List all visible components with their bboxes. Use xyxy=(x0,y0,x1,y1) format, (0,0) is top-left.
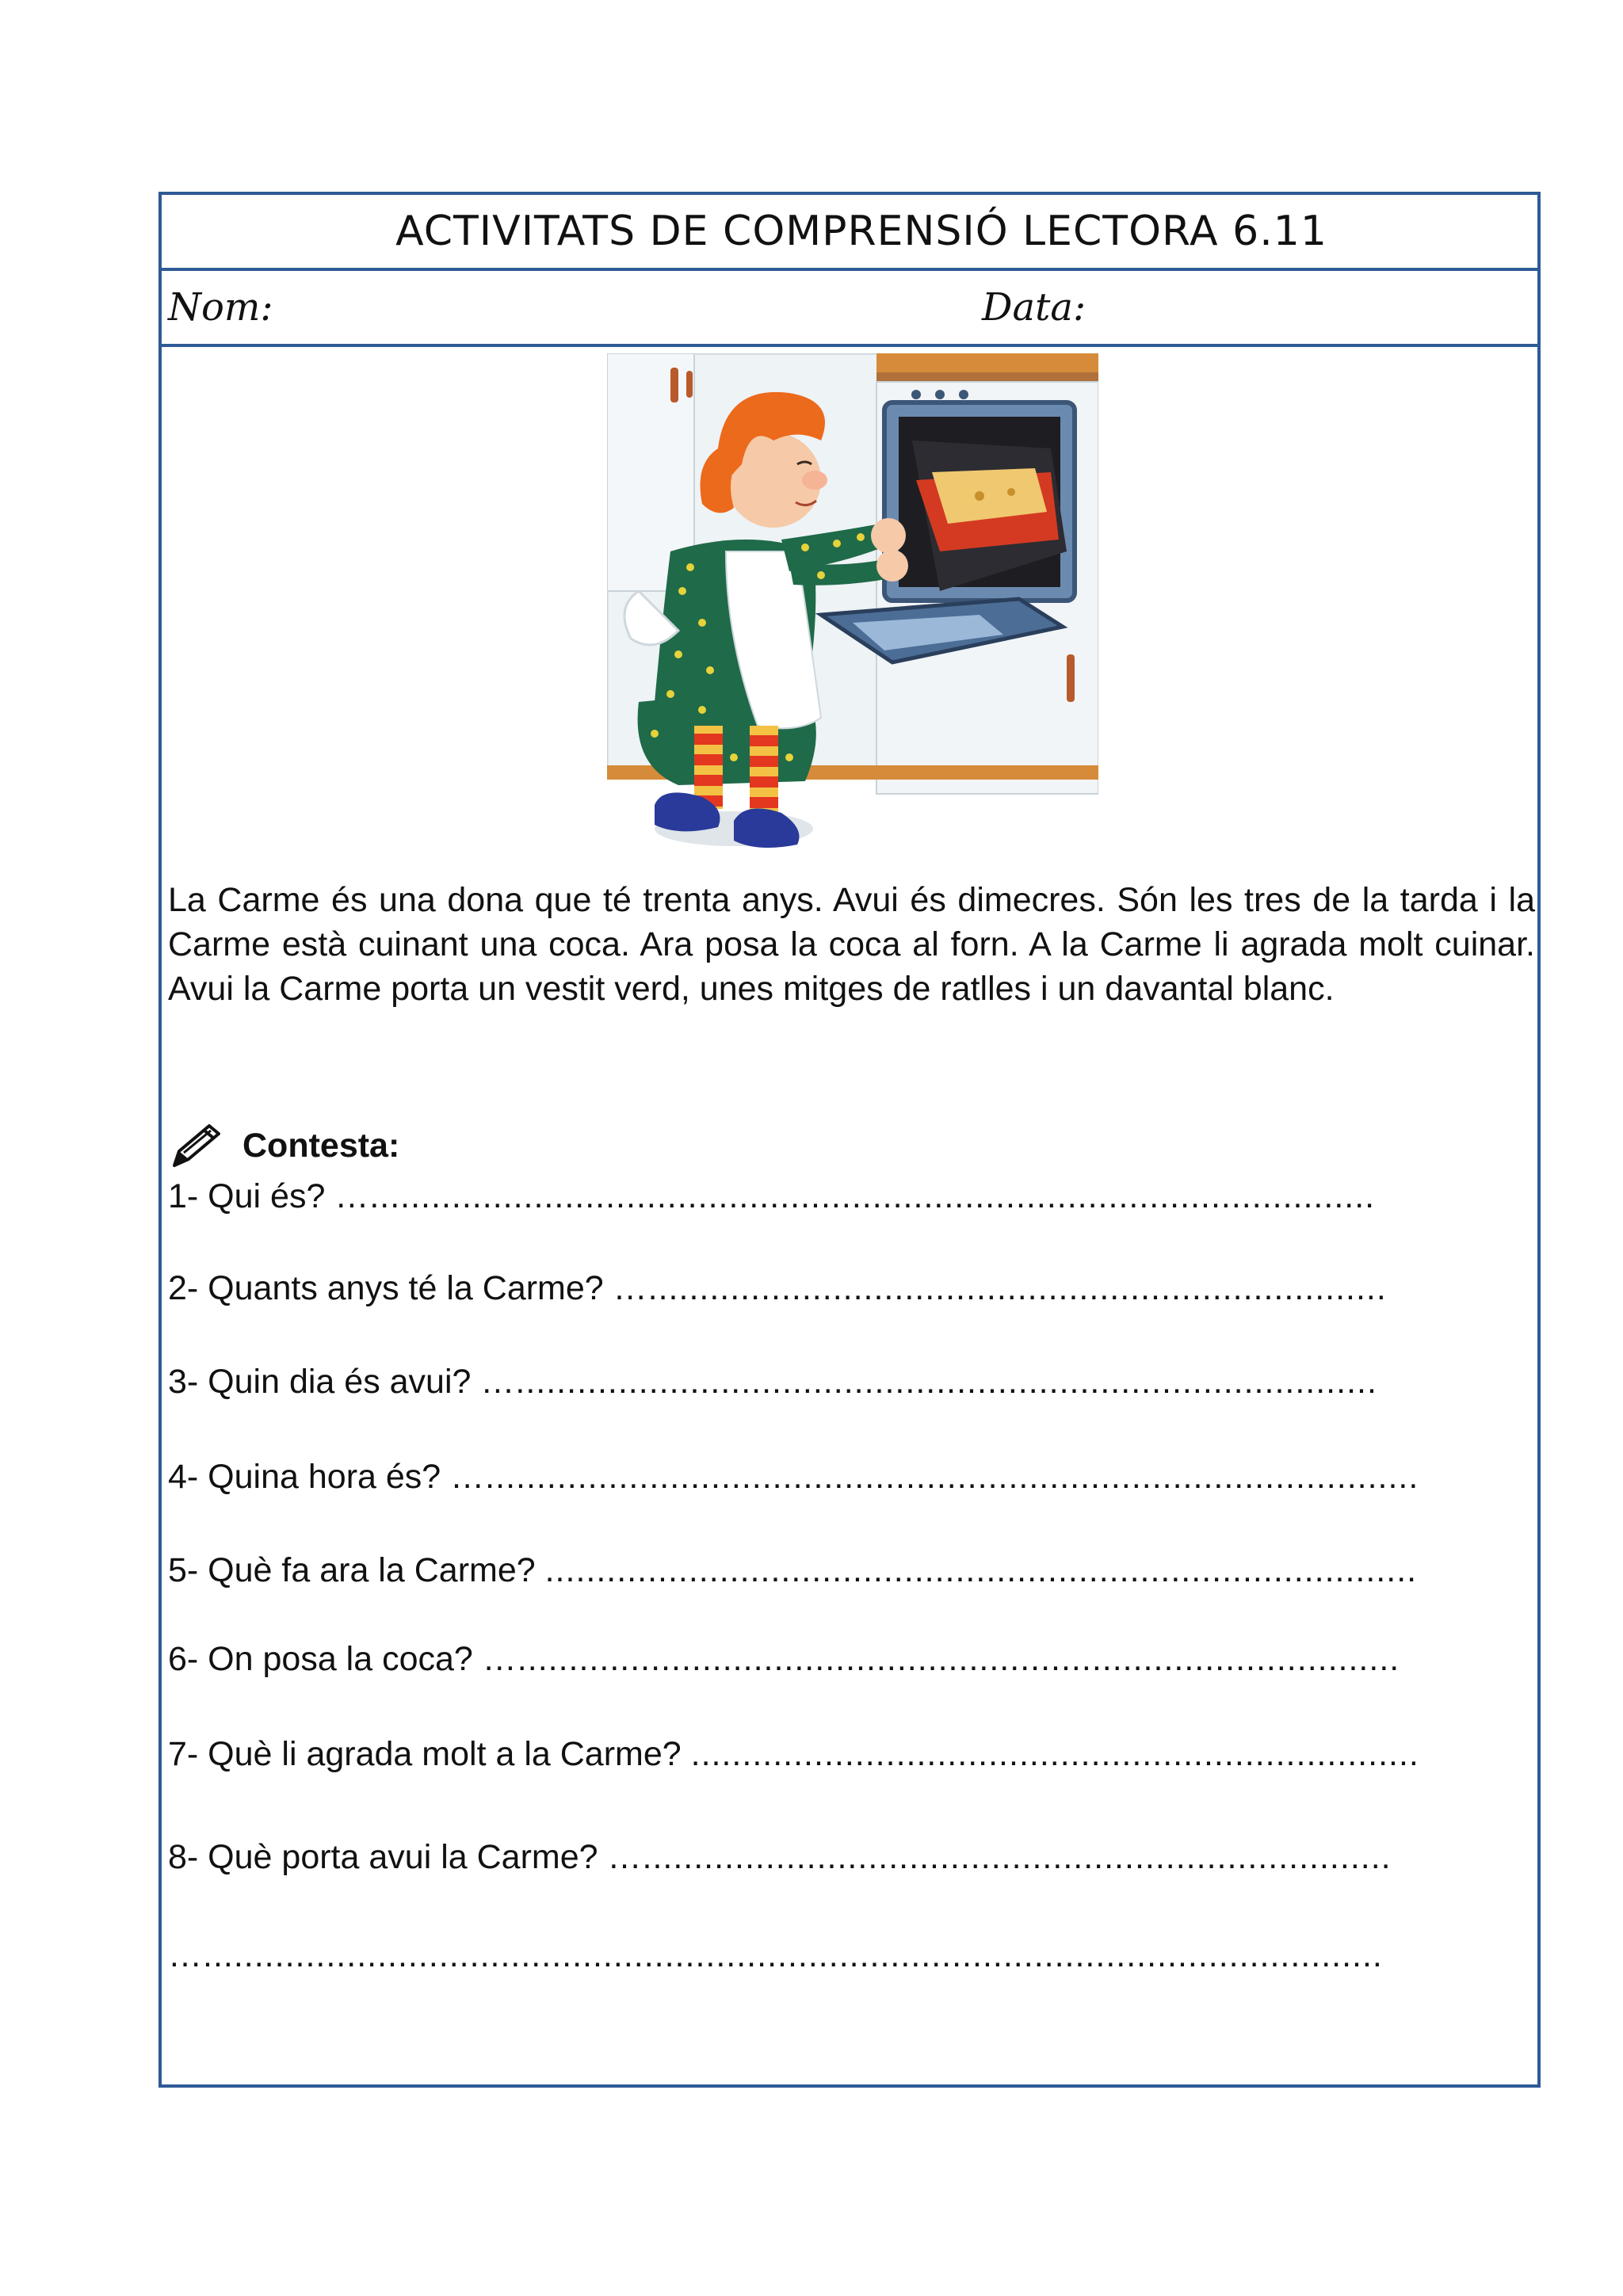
pencil-icon xyxy=(168,1121,225,1170)
question-6 xyxy=(168,1640,1400,1679)
question-text: 7- Què li agrada molt a la Carme? xyxy=(168,1735,691,1773)
question-8 xyxy=(168,1838,1392,1877)
reading-text: La Carme és una dona que té trenta anys. Avui és dimecres. Són les tres de la tarda i la Carme està cuinant una coca. Ara posa la coca al forn. A la Carme li agrada molt cuinar. Avui la Carme porta un vestit verd, unes mitges de ratlles i un davantal blanc. xyxy=(168,881,1535,1008)
answer-line[interactable]: ….................................................................................... xyxy=(480,1363,1377,1401)
answer-line[interactable]: ….................................................................................................. xyxy=(334,1177,1376,1215)
extra-answer-line xyxy=(168,1936,1383,1975)
question-text: 4- Quina hora és? xyxy=(168,1458,451,1496)
question-text: 8- Què porta avui la Carme? xyxy=(168,1838,608,1876)
girl-baking-illustration xyxy=(607,353,1098,872)
answer-line[interactable]: ..................................................................................... xyxy=(544,1551,1418,1589)
question-text: 3- Quin dia és avui? xyxy=(168,1363,481,1401)
name-label: Nom: xyxy=(168,285,273,330)
contesta-heading xyxy=(168,1114,1535,1177)
contesta-label: Contesta: xyxy=(242,1126,400,1165)
question-2 xyxy=(168,1269,1387,1308)
question-7 xyxy=(168,1735,1419,1774)
answer-line[interactable]: …........................................................................................... xyxy=(450,1458,1419,1496)
question-text: 1- Qui és? xyxy=(168,1177,335,1215)
answer-line[interactable]: …......................................................................... xyxy=(607,1838,1392,1876)
question-text: 6- On posa la coca? xyxy=(168,1640,483,1678)
question-1 xyxy=(168,1177,1375,1216)
answer-line[interactable]: …........................................................................ xyxy=(613,1269,1387,1307)
answer-line[interactable]: ....................................................................... xyxy=(690,1735,1419,1773)
questions-section xyxy=(168,1114,1535,1974)
page-title: ACTIVITATS DE COMPRENSIÓ LECTORA 6.11 xyxy=(395,208,1327,255)
date-label: Data: xyxy=(982,285,1086,330)
name-date-row xyxy=(162,271,1537,347)
question-text: 5- Què fa ara la Carme? xyxy=(168,1551,545,1589)
question-5 xyxy=(168,1551,1417,1590)
question-text: 2- Quants anys té la Carme? xyxy=(168,1269,613,1307)
question-4 xyxy=(168,1458,1419,1497)
answer-line[interactable]: …................................................................................................................... xyxy=(168,1936,1383,1974)
question-3 xyxy=(168,1363,1377,1402)
title-row xyxy=(162,195,1537,271)
answer-line[interactable]: …...................................................................................... xyxy=(482,1640,1400,1678)
worksheet xyxy=(158,192,1541,2088)
